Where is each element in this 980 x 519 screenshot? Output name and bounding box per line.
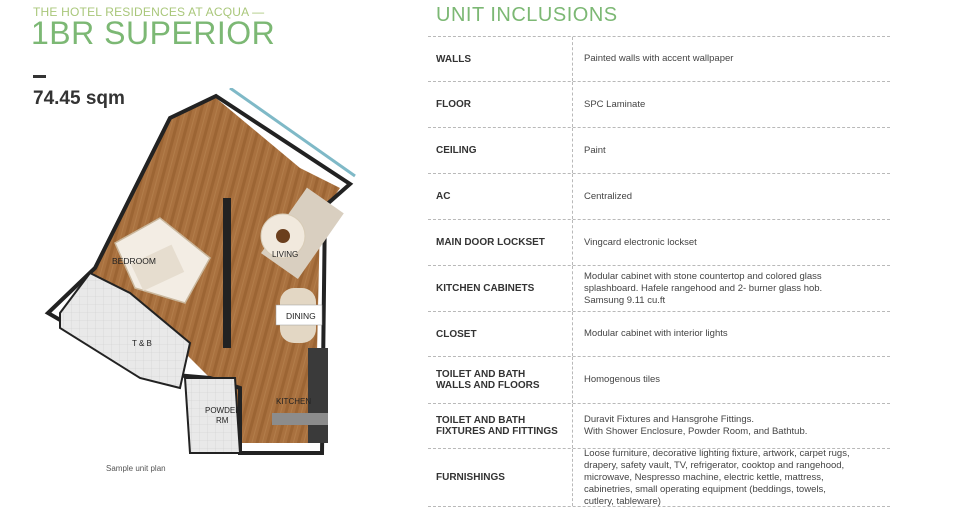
inclusion-value xyxy=(573,128,890,173)
room-label-kitchen: KITCHEN xyxy=(276,397,312,406)
inclusion-value xyxy=(573,312,890,356)
inclusion-value-line: Painted walls with accent wallpaper xyxy=(584,53,734,64)
inclusion-row xyxy=(428,311,890,356)
inclusion-row xyxy=(428,219,890,265)
inclusion-label-line: FLOOR xyxy=(436,99,471,110)
inclusions-table xyxy=(428,36,890,507)
inclusion-label-line: TOILET AND BATH xyxy=(436,369,526,380)
inclusion-label-line: CLOSET xyxy=(436,328,477,340)
inclusion-value-line: splashboard. Hafele rangehood and 2- burner glass hob. xyxy=(584,282,823,294)
inclusion-label-line: FURNISHINGS xyxy=(436,472,505,483)
inclusion-row xyxy=(428,448,890,507)
inclusion-value-line: microwave, Nespresso machine, electric kettle, mattress, xyxy=(584,471,824,483)
unit-type-title: 1BR SUPERIOR xyxy=(31,15,276,51)
powder-room-area xyxy=(185,378,240,453)
inclusion-value xyxy=(573,82,890,127)
inclusion-row xyxy=(428,173,890,219)
room-label-powder: POWDER xyxy=(205,406,241,415)
inclusion-label-line: AC xyxy=(436,191,451,202)
inclusion-value-line: Paint xyxy=(584,144,606,156)
inclusion-label-line: KITCHEN CABINETS xyxy=(436,283,535,294)
inclusion-value xyxy=(573,404,890,448)
inclusion-label xyxy=(428,174,573,219)
inclusion-label xyxy=(428,220,573,265)
inclusion-value-line: Samsung 9.11 cu.ft xyxy=(584,294,666,306)
inclusion-label-line: FIXTURES AND FITTINGS xyxy=(436,426,558,437)
inclusion-label xyxy=(428,82,573,127)
room-label-tb: T & B xyxy=(132,339,152,348)
plan-caption: Sample unit plan xyxy=(106,464,166,473)
inclusion-value-line: Loose furniture, decorative lighting fixture, artwork, carpet rugs, xyxy=(584,447,850,459)
inclusion-value-line: Modular cabinet with interior lights xyxy=(584,328,728,339)
room-label-powder-rm: RM xyxy=(216,416,229,425)
inclusion-label xyxy=(428,266,573,311)
inclusion-value xyxy=(573,174,890,219)
unit-area: 74.45 sqm xyxy=(33,88,125,109)
inclusion-value xyxy=(573,357,890,403)
inclusion-value-line: Homogenous tiles xyxy=(584,374,661,385)
inclusions-title: UNIT INCLUSIONS xyxy=(436,4,618,26)
inclusion-value-line: Duravit Fixtures and Hansgrohe Fittings. xyxy=(584,414,755,425)
inclusion-value xyxy=(573,37,890,81)
inclusion-row xyxy=(428,81,890,127)
room-label-dining: DINING xyxy=(286,311,316,321)
inclusion-label-line: WALLS AND FLOORS xyxy=(436,380,540,391)
inclusion-value-line: With Shower Enclosure, Powder Room, and Bathtub. xyxy=(584,426,808,437)
inclusion-row xyxy=(428,403,890,448)
inclusion-label xyxy=(428,128,573,173)
inclusion-value-line: cabinetries, small operating equipment (beddings, towels, xyxy=(584,483,826,495)
title-divider xyxy=(33,75,46,78)
inclusion-value-line: Vingcard electronic lockset xyxy=(584,236,697,248)
inclusion-value-line: drapery, safety vault, TV, refrigerator, cooktop and rangehood, xyxy=(584,459,845,471)
inclusion-label-line: TOILET AND BATH xyxy=(436,415,526,426)
inclusion-label-line: WALLS xyxy=(436,53,471,65)
inclusion-row xyxy=(428,36,890,81)
inclusion-value-line: Centralized xyxy=(584,190,633,202)
inclusion-label-line: MAIN DOOR LOCKSET xyxy=(436,237,545,248)
inclusion-value-line: Modular cabinet with stone countertop and colored glass xyxy=(584,270,822,282)
inclusion-label-line: CEILING xyxy=(436,145,477,156)
inclusion-label xyxy=(428,37,573,81)
inclusion-value xyxy=(573,220,890,265)
room-label-bedroom: BEDROOM xyxy=(112,256,156,266)
inclusion-label xyxy=(428,449,573,506)
inclusion-value-line: cutlery, tableware) xyxy=(584,495,661,507)
inclusion-label xyxy=(428,357,573,403)
inclusion-value-line: SPC Laminate xyxy=(584,98,646,110)
inclusion-value xyxy=(573,266,890,311)
project-name: THE HOTEL RESIDENCES AT ACQUA — xyxy=(33,5,265,19)
inclusion-row xyxy=(428,127,890,173)
inclusion-row xyxy=(428,356,890,403)
inclusion-label xyxy=(428,404,573,448)
room-label-living: LIVING xyxy=(272,250,299,259)
floor-plan-image xyxy=(40,88,360,458)
inclusion-value xyxy=(573,449,890,506)
floor-plan-panel xyxy=(0,0,400,519)
inclusion-row xyxy=(428,265,890,311)
inclusion-label xyxy=(428,312,573,356)
